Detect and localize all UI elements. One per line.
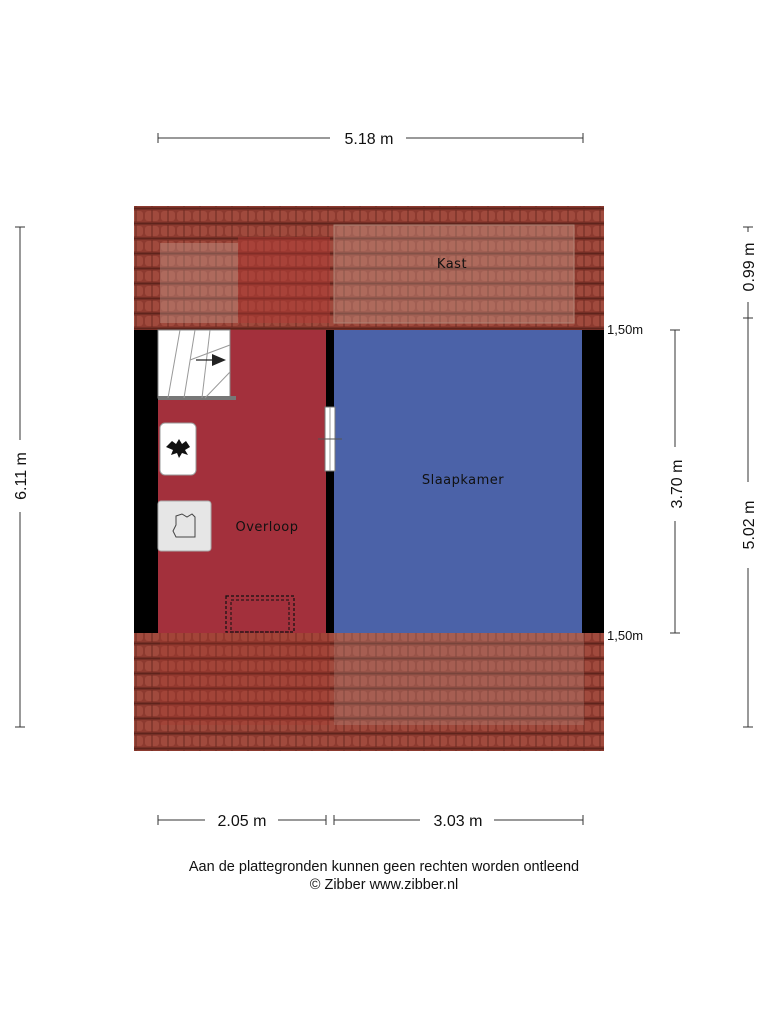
dimension-right-inner-label: 3.70 m [669,459,686,509]
wall-left [134,330,158,633]
footer [0,858,768,894]
knee-height-bottom-label: 1,50m [607,628,644,643]
dimension-top-label: 5.18 m [344,131,394,148]
dimension-left-label: 6.11 m [13,452,30,500]
wall-divider [326,330,334,633]
dimension-top-total [158,131,583,148]
footer-disclaimer: Aan de plattegronden kunnen geen rechten worden ontleend [188,859,580,875]
dimension-bottom-right [334,813,583,830]
room-label-overloop: Overloop [235,520,299,535]
wall-right [582,330,604,633]
dimension-right-inner [669,330,686,633]
dimension-bottom-left [158,813,326,830]
footer-copyright: © Zibber www.zibber.nl [309,877,459,893]
staircase [158,330,236,398]
dimension-right-top-label: 0.99 m [741,242,758,292]
dimension-bottom-right-label: 3.03 m [433,813,483,830]
boiler-unit [160,423,196,475]
dimension-bottom-left-label: 2.05 m [217,813,267,830]
roof-stair-shade [238,237,330,323]
roof-bottom-shade [334,633,584,725]
roof-bottom-shade-left [160,633,330,725]
knee-height-top-label: 1,50m [607,322,644,337]
room-label-kast: Kast [436,257,468,272]
dimension-right-outer [741,227,758,727]
kast-area [334,225,574,323]
dimension-left-total [13,227,30,727]
washing-machine [158,501,211,551]
roof-light-left [160,243,238,323]
room-label-slaapkamer: Slaapkamer [421,473,505,488]
dimension-right-main-label: 5.02 m [741,500,758,550]
